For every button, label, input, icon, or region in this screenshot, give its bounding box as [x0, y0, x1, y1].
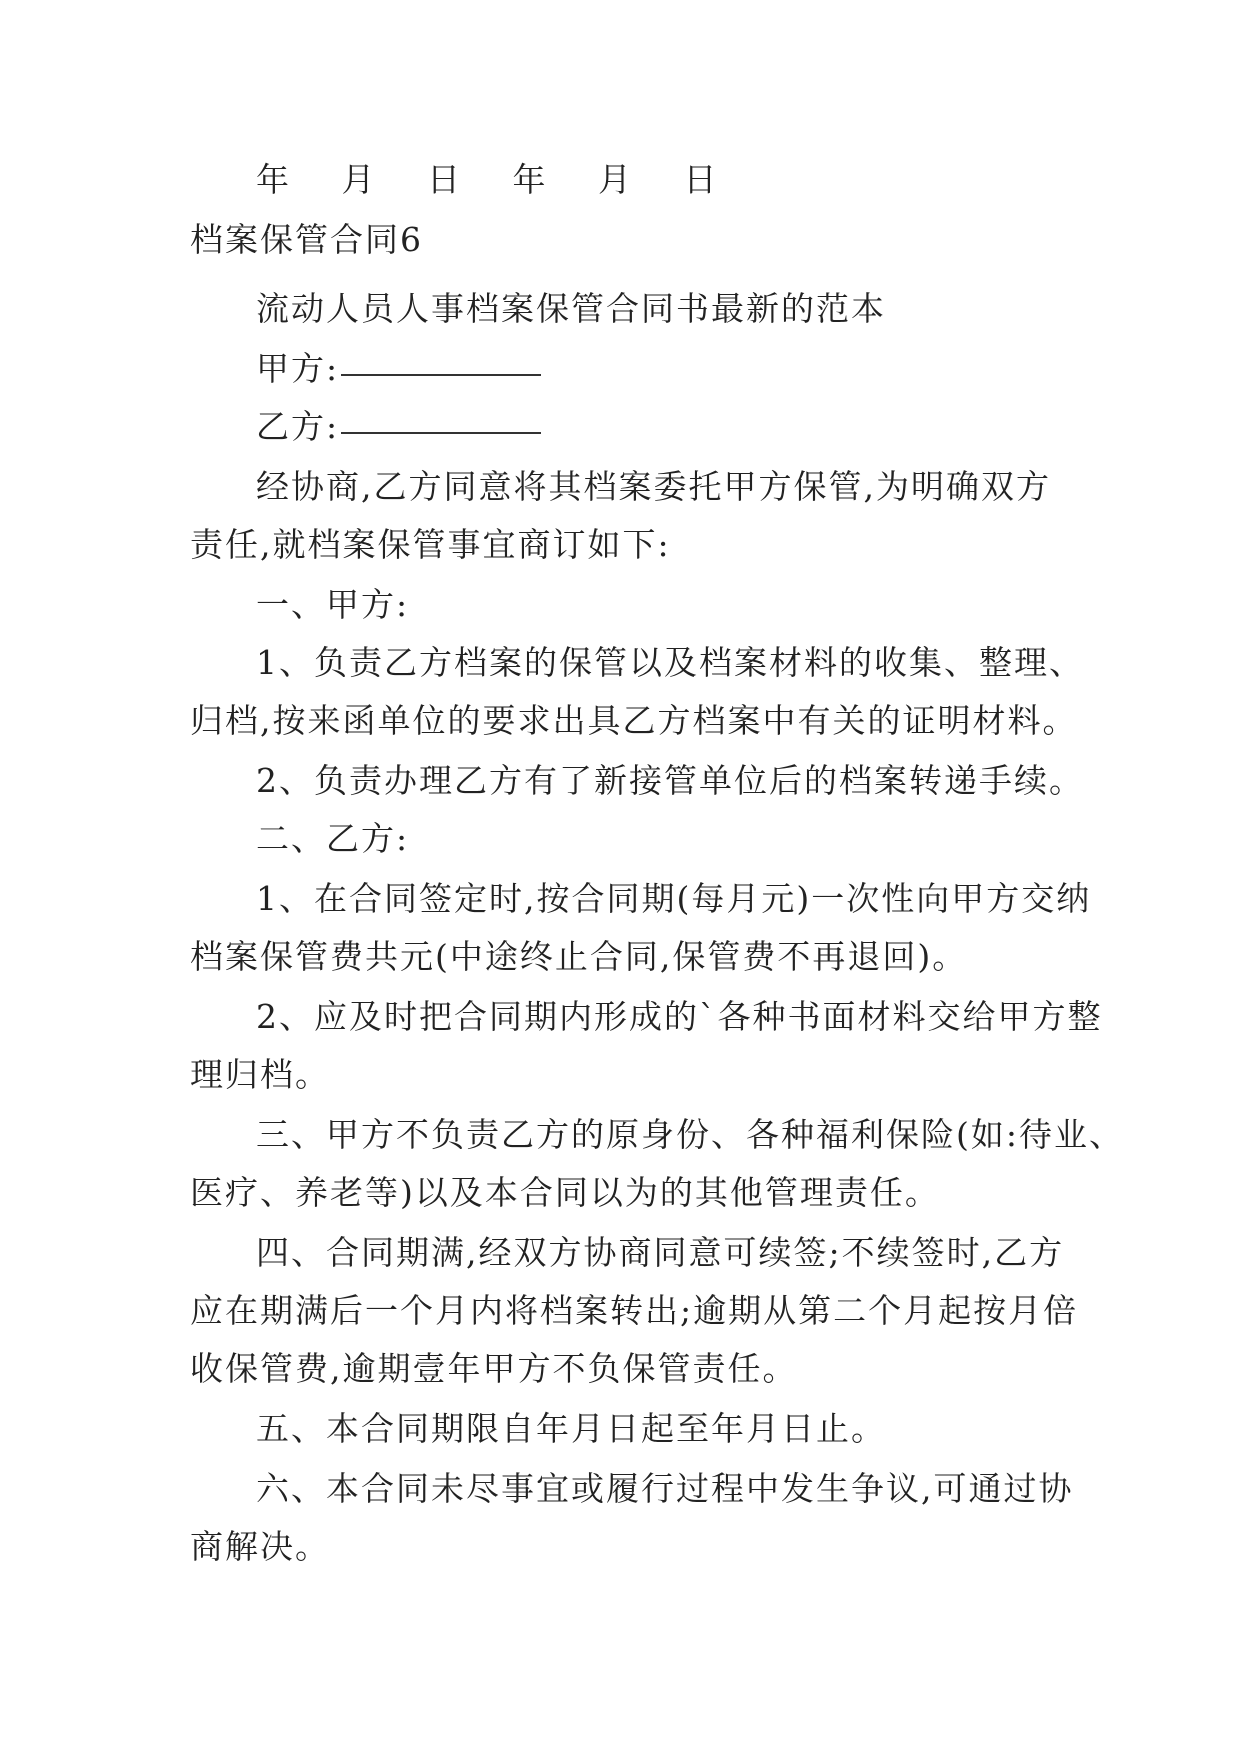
- document-heading: 档案保管合同6: [190, 220, 423, 259]
- section-4-line-1: 四、合同期满,经双方协商同意可续签;不续签时,乙方: [256, 1233, 1065, 1272]
- section-3-line-2: 医疗、养老等)以及本合同以为的其他管理责任。: [190, 1173, 940, 1212]
- date-year-2: 年: [512, 160, 548, 199]
- section-1-item-2: 2、负责办理乙方有了新接管单位后的档案转递手续。: [256, 761, 1084, 800]
- section-3-line-1: 三、甲方不负责乙方的原身份、各种福利保险(如:待业、: [256, 1115, 1124, 1154]
- section-4-line-2: 应在期满后一个月内将档案转出;逾期从第二个月起按月倍: [190, 1291, 1079, 1330]
- section-4-line-3: 收保管费,逾期壹年甲方不负保管责任。: [190, 1349, 798, 1388]
- section-1-item-1-line-2: 归档,按来函单位的要求出具乙方档案中有关的证明材料。: [190, 701, 1078, 740]
- date-month-1: 月: [341, 160, 377, 199]
- party-a-label: 甲方:: [256, 349, 340, 388]
- section-1-title: 一、甲方:: [256, 585, 410, 624]
- contract-subtitle: 流动人员人事档案保管合同书最新的范本: [256, 289, 886, 328]
- date-day-2: 日: [683, 160, 719, 199]
- date-line: [256, 160, 739, 200]
- section-2-item-2-line-1: 2、应及时把合同期内形成的`各种书面材料交给甲方整: [256, 997, 1103, 1036]
- party-a-blank-field: [341, 352, 541, 376]
- section-6-line-2: 商解决。: [190, 1527, 330, 1566]
- section-2-item-2-line-2: 理归档。: [190, 1055, 330, 1094]
- party-a-row: [256, 340, 541, 398]
- intro-line-2: 责任,就档案保管事宜商订如下:: [190, 525, 671, 564]
- section-5: 五、本合同期限自年月日起至年月日止。: [256, 1409, 886, 1448]
- party-b-blank-field: [341, 410, 541, 434]
- section-2-item-1-line-1: 1、在合同签定时,按合同期(每月元)一次性向甲方交纳: [256, 879, 1092, 918]
- section-2-title: 二、乙方:: [256, 819, 410, 858]
- section-6-line-1: 六、本合同未尽事宜或履行过程中发生争议,可通过协: [256, 1469, 1074, 1508]
- party-b-row: [256, 398, 541, 456]
- date-year-1: 年: [256, 160, 291, 199]
- party-b-label: 乙方:: [256, 407, 340, 446]
- date-day-1: 日: [427, 160, 462, 199]
- section-2-item-1-line-2: 档案保管费共元(中途终止合同,保管费不再退回)。: [190, 937, 968, 976]
- date-month-2: 月: [598, 160, 633, 199]
- intro-line-1: 经协商,乙方同意将其档案委托甲方保管,为明确双方: [256, 467, 1051, 506]
- section-1-item-1-line-1: 1、负责乙方档案的保管以及档案材料的收集、整理、: [256, 643, 1084, 682]
